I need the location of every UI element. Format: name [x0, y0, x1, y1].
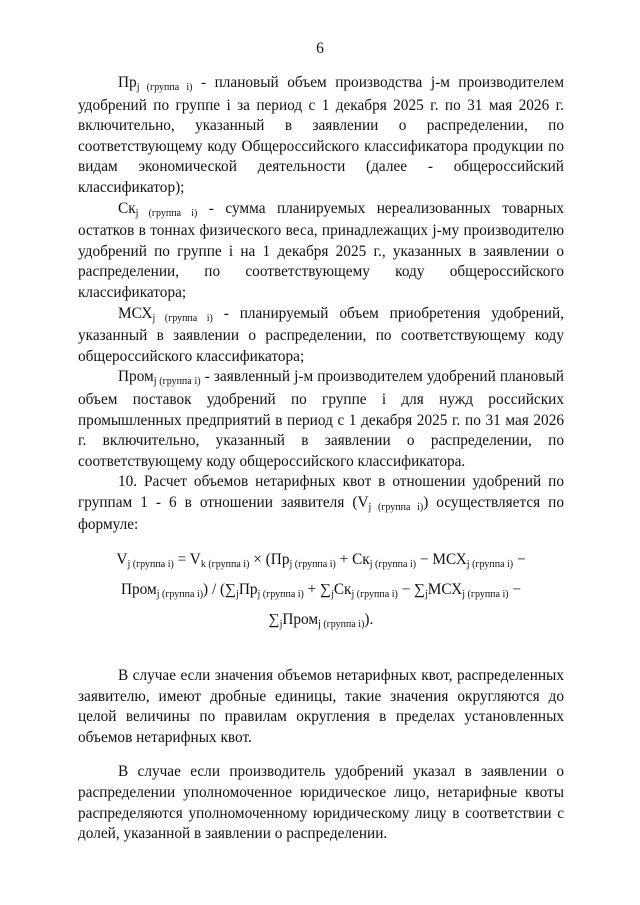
symbol-pr-subscript: j (группа i) [136, 82, 193, 93]
formula-term: − [508, 581, 522, 599]
definition-prom [78, 367, 564, 472]
formula-term: ). [364, 611, 374, 629]
quota-formula [78, 546, 564, 636]
paragraph-authorized-entity: В случае если производитель удобрений указал в заявлении о распределении уполномоченное юридическое лицо, нетарифные квоты распределяются уполномоченному юридическому лицу в соответствии с долей, указанной в заявлении о распределении. [78, 763, 564, 843]
item-10-v-subscript: j (группа i) [368, 501, 424, 513]
document-body [78, 73, 564, 845]
page-number: 6 [316, 40, 324, 57]
formula-subscript: k (группа i) [200, 559, 250, 571]
formula-term: − [513, 551, 526, 569]
formula-subscript: j (группа i) [127, 559, 174, 571]
definition-pr [78, 73, 564, 199]
paragraph-rounding: В случае если значения объемов нетарифных квот, распределенных заявителю, имеют дробные единицы, такие значения округляются до целой величины по правилам округления в пределах установленных объемов нетарифных квот. [78, 667, 564, 746]
formula-subscript: j (группа i) [289, 559, 336, 571]
formula-term: − МСХ [416, 551, 467, 569]
formula-subscript: j [236, 589, 239, 601]
formula-term: V [116, 551, 128, 569]
symbol-sk: Ск [118, 199, 136, 217]
formula-term: + ∑ [303, 581, 332, 599]
formula-term: + Ск [335, 551, 370, 569]
definition-pr-text: - плановый объем производства j-м производителем удобрений по группе i за период с 1 декабря 2025 г. по 31 мая 2026 г. включительно, указанный в заявлении о распределении, по соответствующему коду Общероссийского классификатора продукции по видам экономической деятельности (далее - общероссийский классификатор); [78, 74, 564, 196]
formula-line-1 [78, 546, 564, 576]
item-10-text-after: ) осуществляется по формуле: [78, 493, 565, 534]
symbol-msx: МСХ [118, 304, 153, 322]
formula-term: Пр [238, 581, 258, 599]
formula-term: × (Пр [249, 551, 290, 569]
formula-subscript: j (группа i) [318, 619, 365, 631]
item-10-text-before: 10. Расчет объемов нетарифных квот в отношении удобрений по группам 1 - 6 в отношении заявителя ( [78, 473, 564, 511]
formula-term: МСХ [427, 581, 463, 599]
definition-prom-text: - заявленный j-м производителем удобрений плановый объем поставок удобрений по группе i для нужд российских промышленных предприятий в период с 1 декабря 2025 г. по 31 мая 2026 г. включительно, указанный в заявлении о распределении, по соответствующему коду общероссийского классификатора. [78, 368, 564, 470]
definition-msx-text: - планируемый объем приобретения удобрений, указанный в заявлении о распределении, по соответствующему коду общероссийского классификатора; [78, 304, 564, 365]
formula-subscript: j (группа i) [257, 589, 304, 601]
symbol-prom-subscript: j (группа i) [153, 376, 201, 388]
formula-term: Ск [333, 581, 352, 599]
definition-msx [78, 304, 564, 368]
formula-term: Пром [120, 581, 157, 599]
symbol-sk-subscript: j (группа i) [135, 207, 198, 219]
symbol-pr: Пр [118, 74, 137, 91]
definition-sk-text: - сумма планируемых нереализованных товарных остатков в тоннах физического веса, принадлежащих j-му производителю удобрений по группе i на 1 декабря 2025 г., указанных в заявлении о распределении, по соответствующему коду общероссийского классификатора; [78, 199, 564, 301]
formula-subscript: j (группа i) [351, 589, 398, 601]
formula-term: ∑ [268, 611, 280, 629]
item-10-v-symbol: V [357, 493, 369, 511]
formula-line-3 [78, 606, 564, 636]
formula-subscript: j (группа i) [369, 559, 417, 571]
formula-subscript: j (группа i) [462, 589, 509, 601]
item-10 [78, 472, 564, 536]
formula-term: Пром [282, 611, 319, 629]
formula-subscript: j (группа i) [466, 559, 514, 571]
formula-subscript: j [331, 589, 334, 601]
formula-subscript: j [279, 619, 283, 631]
formula-term: ) / (∑ [203, 581, 237, 599]
formula-term: = V [173, 551, 201, 569]
formula-term: − ∑ [397, 581, 425, 599]
formula-line-2 [78, 576, 564, 606]
symbol-prom: Пром [118, 368, 154, 386]
formula-subscript: j (группа i) [156, 589, 204, 601]
formula-subscript: j [424, 589, 428, 601]
symbol-msx-subscript: j (группа i) [152, 312, 213, 324]
definition-sk [78, 199, 564, 304]
